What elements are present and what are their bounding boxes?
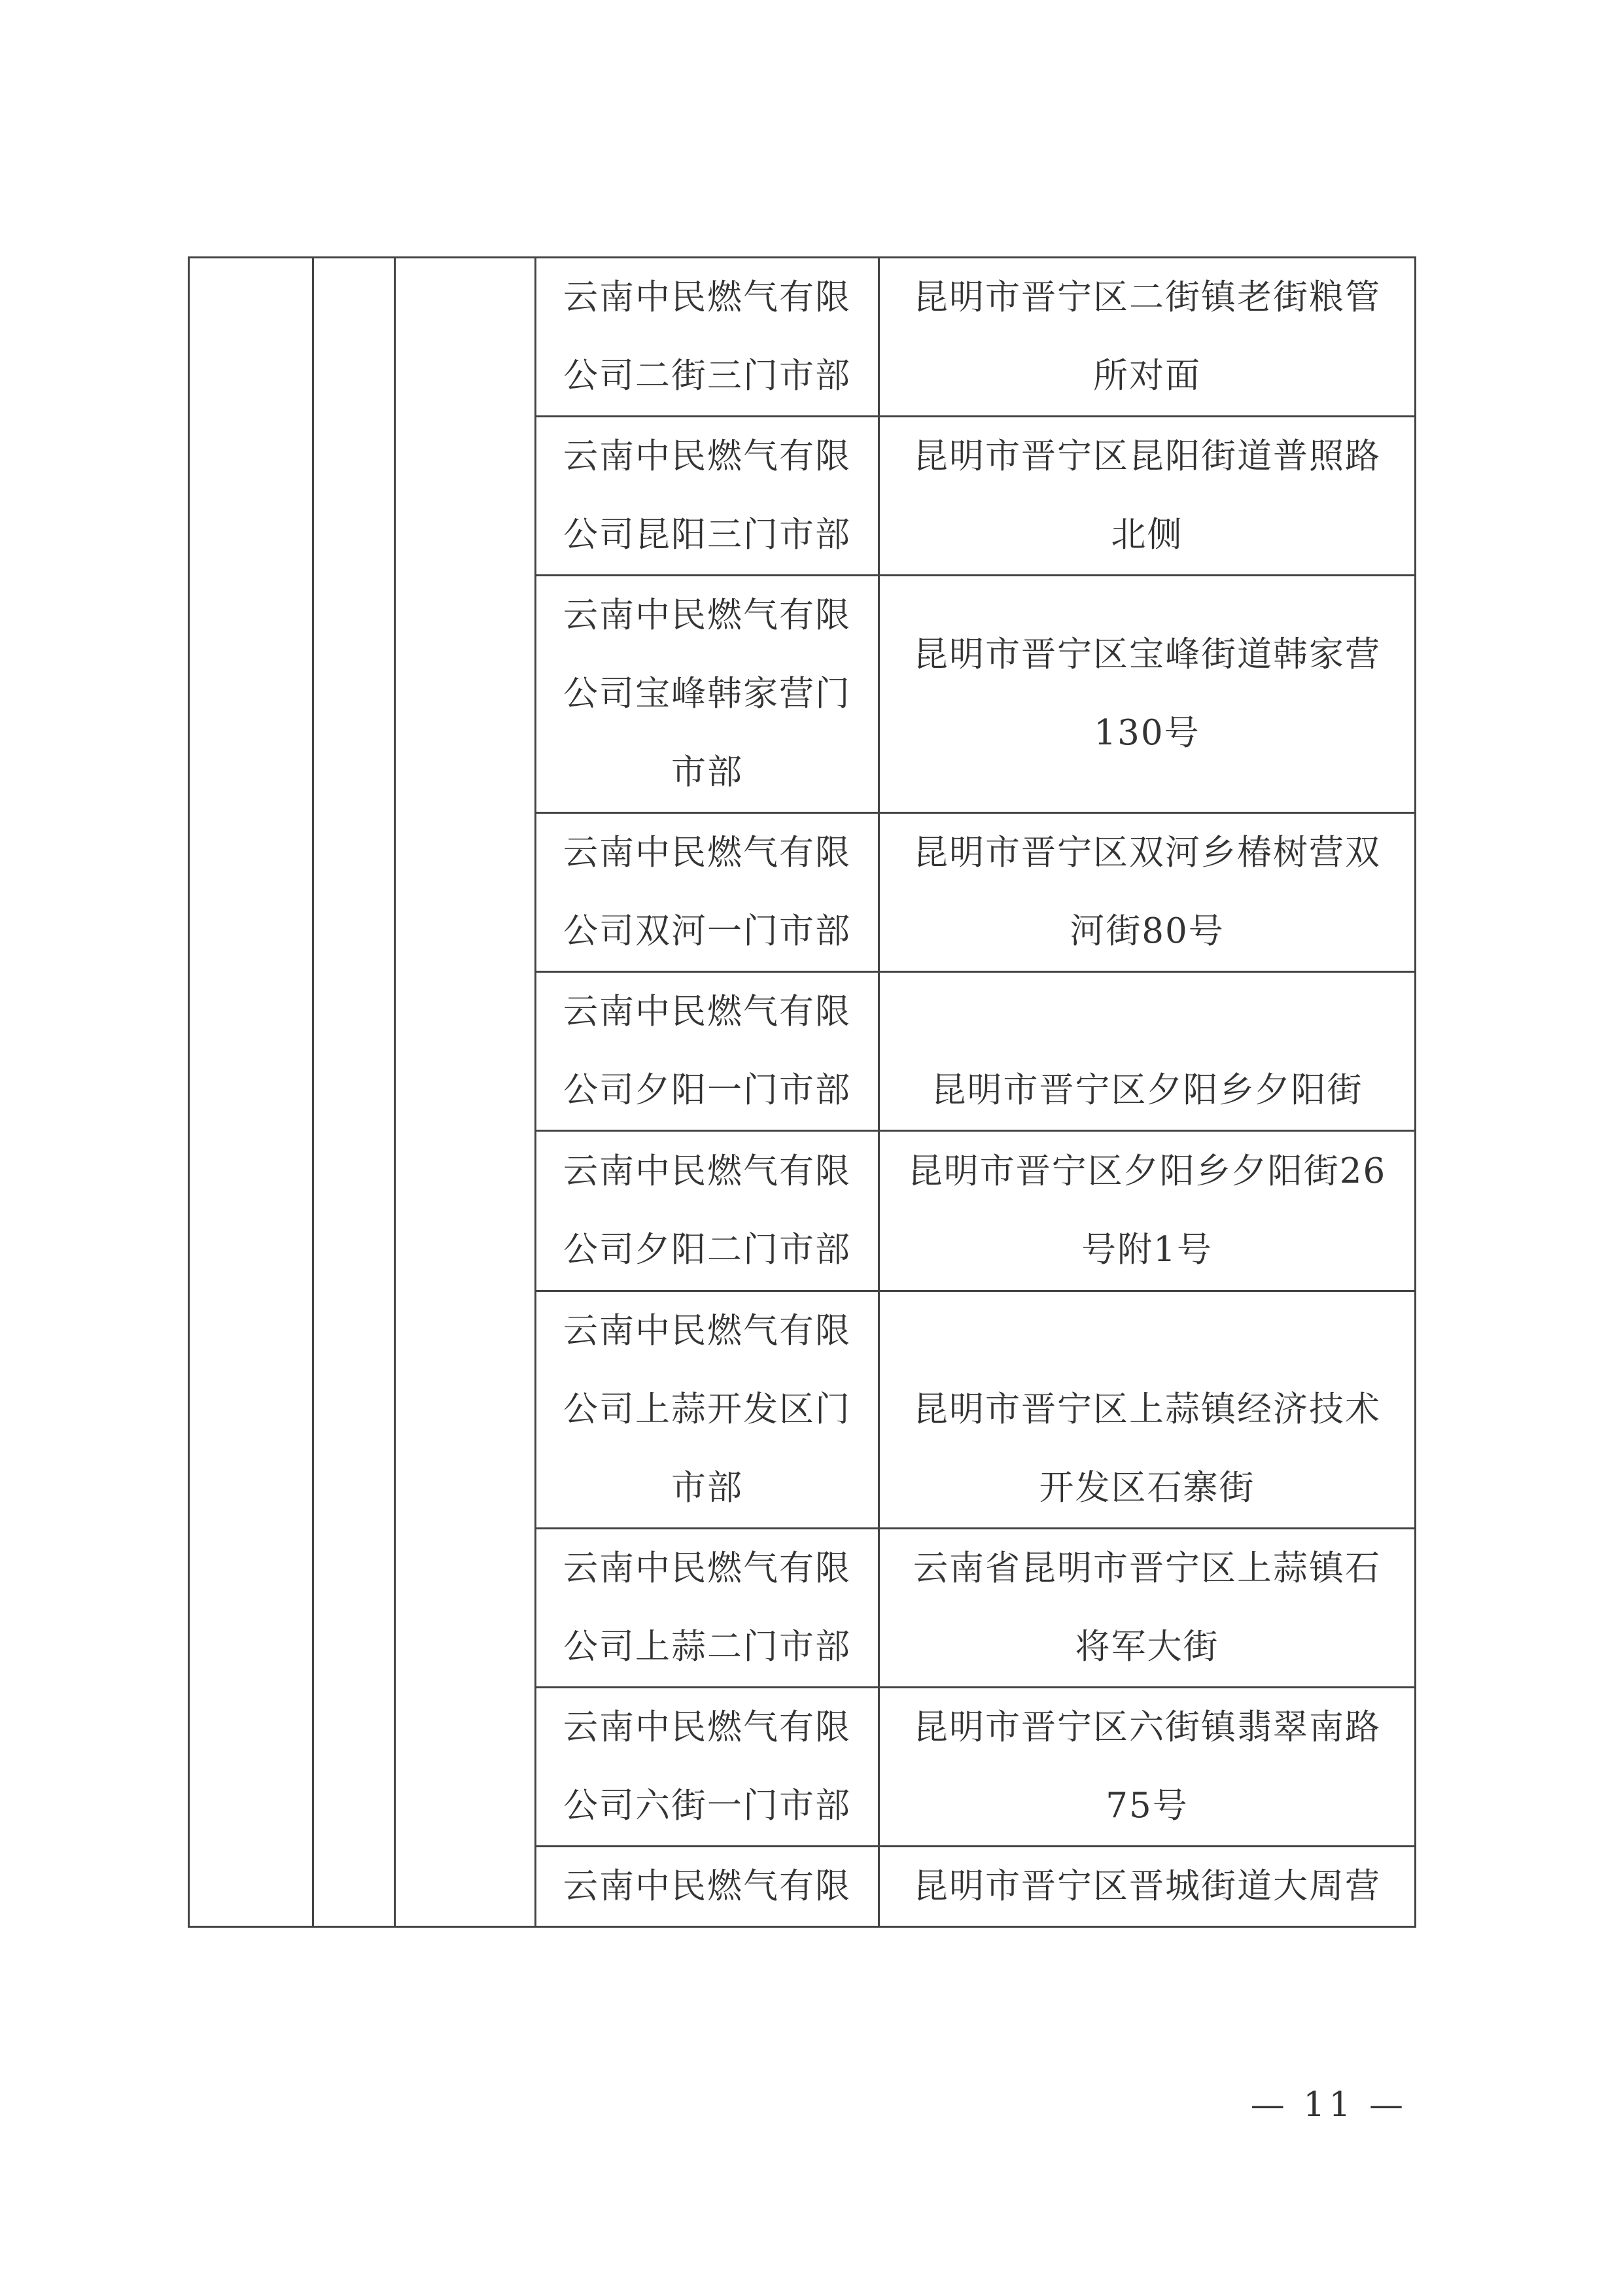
- shop-name: 云南中民燃气有限 公司六街一门市部: [563, 1707, 851, 1826]
- table-body: [189, 258, 1416, 1927]
- shop-name-cell: [536, 1529, 879, 1688]
- shop-name-cell: [536, 813, 879, 972]
- shop-address-cell: [879, 417, 1416, 576]
- shop-name: 云南中民燃气有限 公司双河一门市部: [563, 833, 851, 951]
- shop-name-cell: [536, 1131, 879, 1291]
- shop-address: 昆明市晋宁区上蒜镇经济技术 开发区石寨街: [913, 1389, 1381, 1508]
- shop-name: 云南中民燃气有限 公司昆阳三门市部: [563, 436, 851, 555]
- shop-address: 昆明市晋宁区六街镇翡翠南路 75号: [913, 1707, 1381, 1826]
- shop-address: 昆明市晋宁区晋城街道大周营: [913, 1866, 1381, 1906]
- table-row: [189, 258, 1416, 417]
- shop-name: 云南中民燃气有限 公司二街三门市部: [563, 277, 851, 396]
- shop-address: 昆明市晋宁区夕阳乡夕阳街: [931, 1070, 1363, 1110]
- shop-address: 昆明市晋宁区双河乡椿树营双 河街80号: [913, 833, 1381, 951]
- shop-address-cell: [879, 1847, 1416, 1927]
- blank-column-1: [189, 258, 313, 1927]
- shop-list-table: [188, 256, 1416, 1928]
- blank-column-3: [395, 258, 536, 1927]
- shop-name-cell: [536, 1291, 879, 1529]
- shop-name-cell: [536, 417, 879, 576]
- shop-name-cell: [536, 258, 879, 417]
- shop-address: 昆明市晋宁区夕阳乡夕阳街26 号附1号: [907, 1151, 1387, 1270]
- shop-address: 昆明市晋宁区二街镇老街粮管 所对面: [913, 277, 1381, 396]
- shop-name: 云南中民燃气有限 公司上蒜二门市部: [563, 1548, 851, 1667]
- blank-column-2: [313, 258, 395, 1927]
- shop-address-cell: [879, 1529, 1416, 1688]
- shop-name-cell: [536, 1847, 879, 1927]
- shop-address: 昆明市晋宁区宝峰街道韩家营 130号: [913, 635, 1381, 753]
- shop-address: 云南省昆明市晋宁区上蒜镇石 将军大街: [913, 1548, 1381, 1667]
- shop-name-cell: [536, 972, 879, 1131]
- shop-address-cell: [879, 576, 1416, 813]
- shop-address-cell: [879, 813, 1416, 972]
- shop-address-cell: [879, 1688, 1416, 1847]
- shop-address-cell: [879, 1291, 1416, 1529]
- shop-name: 云南中民燃气有限 公司宝峰韩家营门 市部: [563, 595, 851, 792]
- shop-address-cell: [879, 258, 1416, 417]
- page-number: — 11 —: [1250, 2085, 1407, 2125]
- shop-name: 云南中民燃气有限 公司夕阳一门市部: [563, 992, 851, 1110]
- shop-name-cell: [536, 1688, 879, 1847]
- shop-name: 云南中民燃气有限 公司夕阳二门市部: [563, 1151, 851, 1270]
- shop-name: 云南中民燃气有限 公司上蒜开发区门 市部: [563, 1311, 851, 1508]
- shop-address-cell: [879, 1131, 1416, 1291]
- shop-address-cell: [879, 972, 1416, 1131]
- shop-address: 昆明市晋宁区昆阳街道普照路 北侧: [913, 436, 1381, 555]
- shop-name: 云南中民燃气有限: [563, 1866, 851, 1906]
- shop-name-cell: [536, 576, 879, 813]
